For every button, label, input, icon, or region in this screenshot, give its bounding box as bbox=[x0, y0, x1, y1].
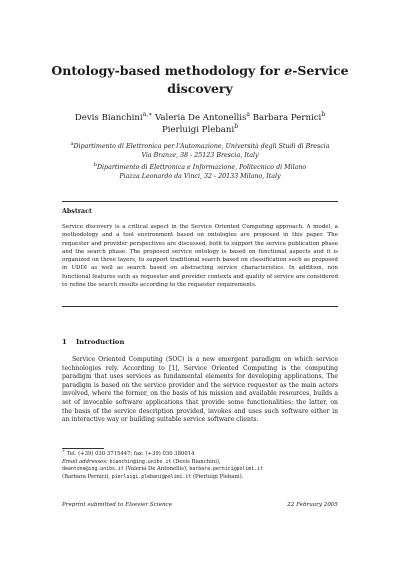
author-mark: b bbox=[321, 111, 326, 119]
footnote-tel: Tel. (+39) 030 3715447; fax: (+39) 030 380014 bbox=[66, 451, 195, 457]
author-mark: a bbox=[246, 111, 250, 119]
author-name: Barbara Pernici bbox=[252, 113, 322, 123]
section-heading bbox=[62, 338, 124, 346]
footnote-rule bbox=[62, 448, 104, 449]
email-link[interactable]: barbara.pernici@polimi.it bbox=[189, 466, 264, 473]
email-link[interactable]: pierluigi.plebani@polimi.it bbox=[111, 473, 192, 480]
email-link[interactable]: deantone@ing.unibs.it bbox=[62, 466, 124, 473]
author-list bbox=[20, 112, 380, 136]
footnote: ∗ Tel. (+39) 030 3715447; fax: (+39) 030 380014 Email addresses: bianchin@ing.unibs.it (Devis Bianchini), deantone@ing.unibs.it (Valeria De Antonellis), barbara.pernici@polimi.it (Barbara Pernici), pierluigi.plebani@polimi.it (Pierluigi Plebani). bbox=[62, 449, 264, 480]
author-name: Valeria De Antonellis bbox=[154, 113, 247, 123]
email-label: Email addresses: bbox=[62, 458, 108, 465]
title-line-2: discovery bbox=[167, 81, 233, 96]
footer-left: Preprint submitted to Elsevier Science bbox=[62, 502, 173, 508]
abstract-top-rule bbox=[62, 201, 338, 202]
email-link[interactable]: bianchin@ing.unibs.it bbox=[109, 458, 172, 465]
abstract-heading: Abstract bbox=[62, 208, 92, 215]
abstract-bottom-rule bbox=[62, 306, 338, 307]
footer-date: 22 February 2005 bbox=[287, 502, 338, 508]
author-mark: b bbox=[234, 123, 239, 131]
title-line-1: Ontology-based methodology for e-Service bbox=[51, 63, 349, 78]
abstract-text: Service discovery is a critical aspect in the Service Oriented Computing approach. A model, a methodology and a tool environment based on ontologies are proposed in this paper. The requester and provider perspectives are discussed, both to support the service publication phase and the search phase. The proposed service ontology is based on functional aspects and it is organized on three layers, to support traditional search based on classification such as proposed in UDDI as well as search based on abstracting service characteristics. In addition, non functional features such as requester and provider contexts and quality of service are considered to refine the search results according to the requester requirements. bbox=[62, 224, 338, 289]
affiliation-a: $^a$Dipartimento di Elettronica per l'Automazione, Università degli Studi di Brescia Via Branze, 38 - 25123 Brescia, Italy bbox=[70, 140, 330, 159]
page-footer bbox=[62, 502, 338, 508]
author-name: Devis Bianchini bbox=[74, 113, 143, 123]
author-name: Pierluigi Plebani bbox=[161, 125, 235, 135]
author-mark: a,∗ bbox=[142, 111, 153, 119]
section-title: Introduction bbox=[76, 338, 125, 346]
section-body: Service Oriented Computing (SOC) is a new emergent paradigm on which service technologies rely. According to [1], Service Oriented Computing is the computing paradigm that uses services as fundamental elements for developing applications. The paradigm is based on the service provider and the service requester as the main actors involved, where the former, on the basis of his mission and available resources, builds a set of invocable software applications that provide some functionalities; the latter, on the basis of the service description provided, invokes and uses such software either in an interactive way or building suitable service software clients. bbox=[62, 356, 338, 424]
section-number: 1 bbox=[62, 338, 67, 346]
paper-title bbox=[40, 62, 360, 98]
affiliation-b: $^b$Dipartimento di Elettronica e Informazione, Politecnico di Milano Piazza Leonardo da Vinci, 32 - 20133 Milano, Italy bbox=[93, 161, 307, 180]
